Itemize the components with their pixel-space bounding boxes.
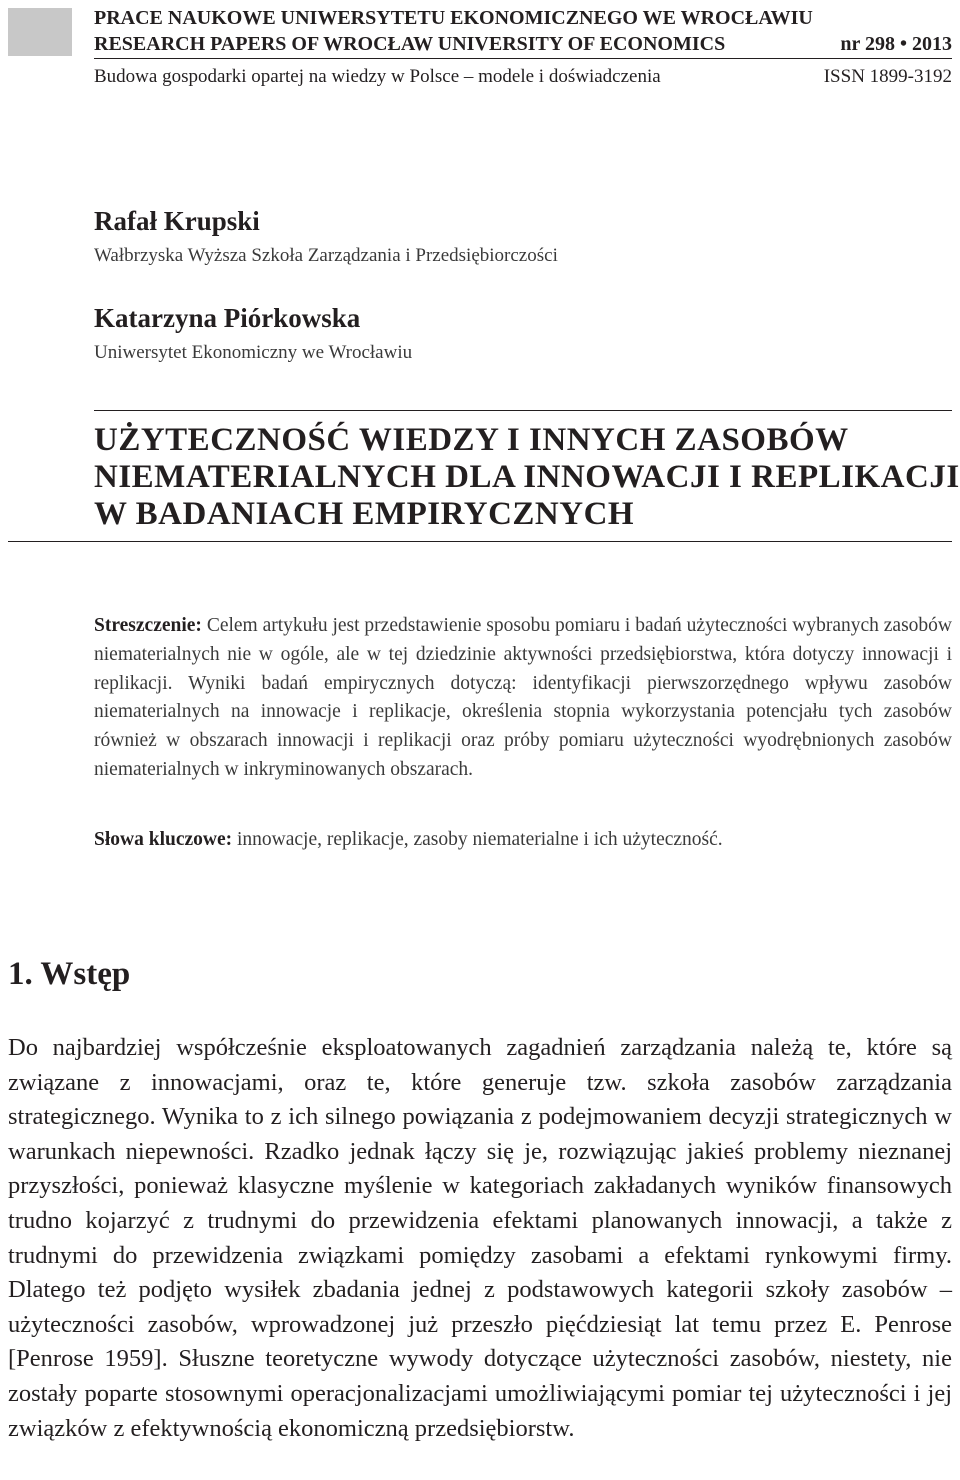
journal-name-en-row bbox=[94, 33, 952, 55]
journal-logo-block bbox=[8, 8, 72, 56]
keywords bbox=[94, 826, 952, 855]
author-affiliation: Wałbrzyska Wyższa Szkoła Zarządzania i Przedsiębiorczości bbox=[94, 245, 558, 266]
header-divider bbox=[94, 58, 952, 59]
abstract bbox=[94, 612, 952, 785]
title-line: W BADANIACH EMPIRYCZNYCH bbox=[94, 496, 635, 532]
title-line: UŻYTECZNOŚĆ WIEDZY I INNYCH ZASOBÓW bbox=[94, 422, 849, 458]
keywords-text: innowacje, replikacje, zasoby niematerialne i ich użyteczność. bbox=[237, 829, 723, 850]
article-title bbox=[94, 422, 960, 533]
issn: ISSN 1899-3192 bbox=[823, 66, 952, 87]
abstract-text: Celem artykułu jest przedstawienie sposobu pomiaru i badań użyteczności wybranych zasobów niematerialnych nie w ogóle, ale w tej dziedzinie aktywności przedsiębiorstwa, która dotyczy innowacji i replikacji. Wyniki badań empirycznych dotyczą: identyfikacji pierwszorzędnego wpływu zasobów niematerialnych na innowacje i replikacje, określenia stopnia wykorzystania potencjału tych zasobów również w obszarach innowacji i replikacji oraz próby pomiaru użyteczności wyodrębnionych zasobów niematerialnych w inkryminowanych obszarach. bbox=[94, 615, 952, 780]
title-divider-bottom bbox=[8, 541, 952, 542]
section-heading: 1. Wstęp bbox=[8, 956, 131, 992]
keywords-label: Słowa kluczowe: bbox=[94, 829, 233, 850]
title-divider-top bbox=[94, 410, 952, 411]
volume-row bbox=[94, 66, 952, 88]
title-line: NIEMATERIALNYCH DLA INNOWACJI I REPLIKACJI bbox=[94, 459, 960, 495]
author-affiliation: Uniwersytet Ekonomiczny we Wrocławiu bbox=[94, 342, 413, 363]
issue-number: nr 298 • 2013 bbox=[840, 33, 952, 55]
body-paragraph: Do najbardziej współcześnie eksploatowanych zagadnień zarządzania należą te, które są związane z innowacjami, oraz te, które generuje tzw. szkoła zasobów zarządzania strategicznego. Wynika to z ich silnego powiązania z podejmowaniem decyzji strategicznych w warunkach niepewności. Rzadko jednak łączy się je, rozwiązując jakieś problemy nieznanej przyszłości, ponieważ klasyczne myślenie w kategoriach zakładanych wyników finansowych trudno kojarzyć z trudnymi do przewidzenia efektami planowanych innowacji, a także z trudnymi do przewidzenia związkami pomiędzy zasobami a efektami rynkowymi firmy. Dlatego też podjęto wysiłek zbadania jednej z podstawowych kategorii szkoły zasobów – użyteczności zasobów, wprowadzonej już przeszło pięćdziesiąt lat temu przez E. Penrose [Penrose 1959]. Słuszne teoretyczne wywody dotyczące użyteczności zasobów, niestety, nie zostały poparte stosownymi operacjonalizacjami umożliwiającymi pomiar tej użyteczności i jej związków z efektywnością ekonomiczną przedsiębiorstw. bbox=[8, 1034, 952, 1442]
journal-name-en: RESEARCH PAPERS OF WROCŁAW UNIVERSITY OF ECONOMICS bbox=[94, 33, 726, 55]
abstract-label: Streszczenie: bbox=[94, 615, 202, 636]
volume-title: Budowa gospodarki opartej na wiedzy w Polsce – modele i doświadczenia bbox=[94, 66, 661, 87]
author-name: Rafał Krupski bbox=[94, 206, 260, 236]
author-name: Katarzyna Piórkowska bbox=[94, 303, 361, 333]
journal-name-pl: PRACE NAUKOWE UNIWERSYTETU EKONOMICZNEGO WE WROCŁAWIU bbox=[94, 7, 813, 29]
